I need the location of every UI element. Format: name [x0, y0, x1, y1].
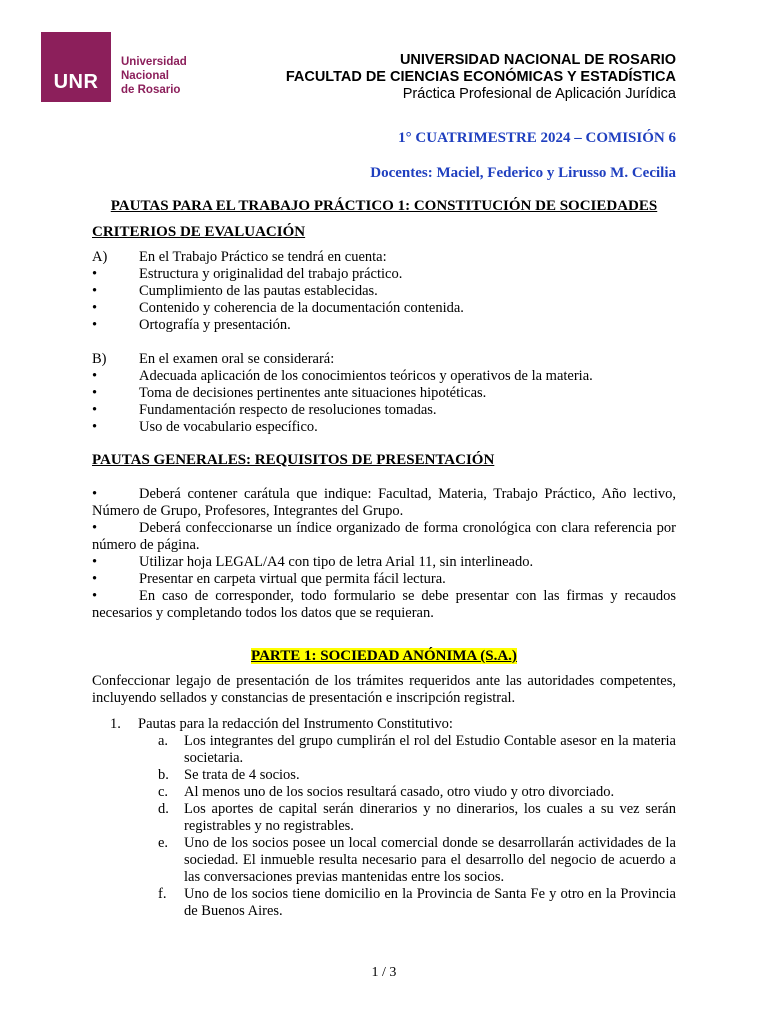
part1-heading-wrap [0, 647, 768, 665]
list-item [92, 554, 676, 571]
criteria-heading: CRITERIOS DE EVALUACIÓN [92, 224, 306, 240]
list-item-text: Fundamentación respecto de resoluciones tomadas. [139, 402, 437, 418]
subitem-a [158, 733, 676, 767]
teachers-line: Docentes: Maciel, Federico y Lirusso M. Cecilia [370, 165, 676, 181]
list-item [92, 368, 676, 385]
bullet: • [92, 385, 98, 401]
list-item [92, 419, 676, 436]
subitem-letter: b. [158, 767, 169, 783]
list-item-text: Deberá confeccionarse un índice organizado de forma cronológica con clara referencia por número de página. [92, 520, 676, 553]
logo-line-1: Universidad [121, 56, 187, 68]
criteria-a-marker: A) [92, 249, 108, 265]
bullet: • [92, 283, 98, 299]
bullet: • [92, 266, 98, 282]
list-item-text: Estructura y originalidad del trabajo práctico. [139, 266, 403, 282]
numbered-item-1 [110, 716, 676, 733]
subitem-d [158, 801, 676, 835]
part1-intro: Confeccionar legajo de presentación de los trámites requeridos ante las autoridades competentes, incluyendo sellados y constancias de presentación e inscripción registral. [92, 673, 676, 706]
subitem-letter: d. [158, 801, 169, 817]
subitem-letter: a. [158, 733, 169, 749]
list-item-text: Contenido y coherencia de la documentación contenida. [139, 300, 464, 316]
bullet: • [92, 554, 98, 570]
logo-mark-text: UNR [53, 71, 99, 93]
subitem-text: Uno de los socios posee un local comercial donde se desarrollarán actividades de la sociedad. El inmueble resulta necesario para el desarrollo del negocio de acuerdo a las conversaciones previas mantenidas entre los socios. [184, 835, 676, 885]
list-item-text: Deberá contener carátula que indique: Facultad, Materia, Trabajo Práctico, Año lectivo, Número de Grupo, Profesores, Integrantes del Grupo. [92, 486, 676, 519]
bullet: • [92, 300, 98, 316]
document-title: PAUTAS PARA EL TRABAJO PRÁCTICO 1: CONSTITUCIÓN DE SOCIEDADES [110, 198, 658, 214]
criteria-a-text: En el Trabajo Práctico se tendrá en cuenta: [139, 249, 387, 265]
list-item-text: Cumplimiento de las pautas establecidas. [139, 283, 378, 299]
subitem-letter: c. [158, 784, 169, 800]
subitem-e [158, 835, 676, 886]
bullet: • [92, 571, 98, 587]
item-number: 1. [110, 716, 121, 732]
subitem-c [158, 784, 676, 801]
page-number: 1 / 3 [371, 965, 397, 980]
guidelines-heading: PAUTAS GENERALES: REQUISITOS DE PRESENTACIÓN [92, 452, 495, 468]
list-item-text: Presentar en carpeta virtual que permita fácil lectura. [139, 571, 446, 587]
criteria-b-text: En el examen oral se considerará: [139, 351, 335, 367]
bullet: • [92, 368, 98, 384]
bullet: • [92, 520, 98, 536]
list-item-text: Ortografía y presentación. [139, 317, 291, 333]
list-item-text: Toma de decisiones pertinentes ante situaciones hipotéticas. [139, 385, 487, 401]
bullet: • [92, 588, 98, 604]
list-item [92, 486, 676, 520]
list-item [92, 402, 676, 419]
list-item-text: Utilizar hoja LEGAL/A4 con tipo de letra Arial 11, sin interlineado. [139, 554, 534, 570]
part1-heading: PARTE 1: SOCIEDAD ANÓNIMA (S.A.) [251, 648, 517, 664]
subitem-text: Los integrantes del grupo cumplirán el rol del Estudio Contable asesor en la materia societaria. [184, 733, 676, 766]
header-faculty: FACULTAD DE CIENCIAS ECONÓMICAS Y ESTADÍSTICA [285, 69, 676, 85]
term-commission: 1° CUATRIMESTRE 2024 – COMISIÓN 6 [398, 130, 676, 146]
bullet: • [92, 402, 98, 418]
logo-line-3: de Rosario [121, 84, 181, 96]
unr-logo [41, 32, 196, 102]
list-item-text: Adecuada aplicación de los conocimientos teóricos y operativos de la materia. [139, 368, 593, 384]
logo-mark [41, 32, 111, 102]
header-university: UNIVERSIDAD NACIONAL DE ROSARIO [399, 52, 676, 68]
criteria-section [92, 224, 676, 436]
bullet: • [92, 419, 98, 435]
subitem-letter: e. [158, 835, 169, 851]
logo-line-2: Nacional [121, 70, 169, 82]
criteria-b-marker: B) [92, 351, 107, 367]
list-item [92, 266, 676, 283]
subitem-text: Se trata de 4 socios. [184, 767, 300, 783]
subitem-text: Uno de los socios tiene domicilio en la Provincia de Santa Fe y otro en la Provincia de Buenos Aires. [184, 886, 676, 919]
subitem-text: Los aportes de capital serán dinerarios y no dinerarios, los cuales a su vez serán registrables y no registrables. [184, 801, 676, 834]
subitem-letter: f. [158, 886, 167, 902]
list-item [92, 317, 676, 334]
list-item [92, 300, 676, 317]
bullet: • [92, 317, 98, 333]
list-item [92, 571, 676, 588]
subitem-text: Al menos uno de los socios resultará casado, otro viudo y otro divorciado. [184, 784, 615, 800]
header-course: Práctica Profesional de Aplicación Jurídica [402, 86, 676, 102]
bullet: • [92, 486, 98, 502]
list-item-text: Uso de vocabulario específico. [139, 419, 318, 435]
subitem-b [158, 767, 676, 784]
list-item [92, 283, 676, 300]
guidelines-section [92, 452, 676, 622]
list-item-text: En caso de corresponder, todo formulario se debe presentar con las firmas y recaudos necesarios y completando todos los datos que se requieran. [92, 588, 676, 621]
criteria-a-intro [92, 249, 676, 266]
logo-wordmark [121, 55, 187, 97]
document-header [286, 52, 676, 103]
criteria-b-intro [92, 351, 676, 368]
subitem-f [158, 886, 676, 920]
item-text: Pautas para la redacción del Instrumento Constitutivo: [138, 716, 453, 732]
list-item [92, 385, 676, 402]
list-item [92, 588, 676, 622]
list-item [92, 520, 676, 554]
